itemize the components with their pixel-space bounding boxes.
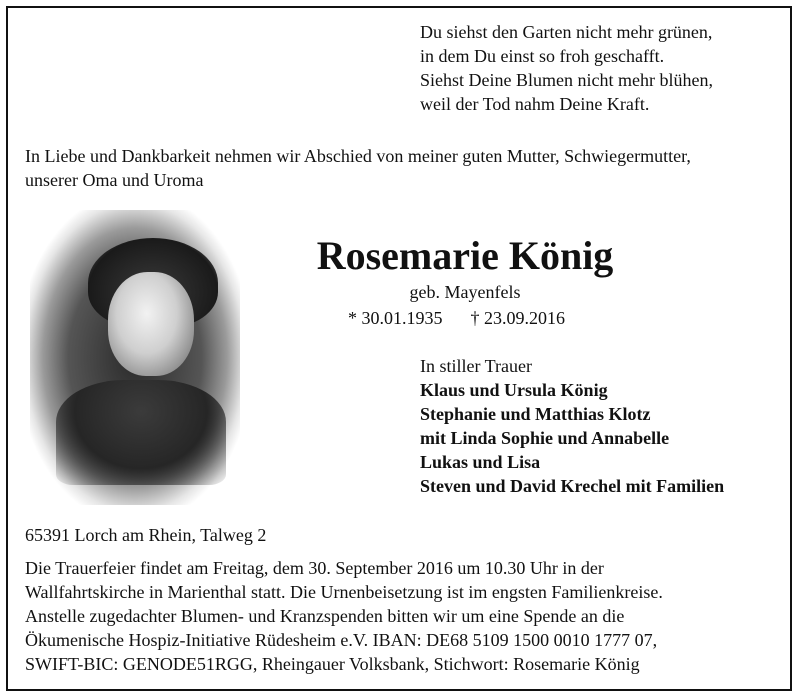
mourner-name: Klaus und Ursula König xyxy=(420,380,608,400)
address: 65391 Lorch am Rhein, Talweg 2 xyxy=(25,525,267,545)
death-date: † 23.09.2016 xyxy=(470,308,565,328)
mourners-heading: In stiller Trauer xyxy=(420,356,532,376)
details-line: Die Trauerfeier findet am Freitag, dem 30. September 2016 um 10.30 Uhr in der xyxy=(25,558,604,578)
funeral-details xyxy=(25,556,785,676)
details-line: Anstelle zugedachter Blumen- und Kranzspenden bitten wir um eine Spende an die xyxy=(25,606,625,626)
portrait-face xyxy=(108,272,194,376)
portrait-body xyxy=(56,380,226,485)
life-dates xyxy=(348,306,565,330)
poem-line: Du siehst den Garten nicht mehr grünen, xyxy=(420,22,713,42)
deceased-name: Rosemarie König xyxy=(316,233,614,278)
details-line: Wallfahrtskirche in Marienthal statt. Die Urnenbeisetzung ist im engsten Familienkreise. xyxy=(25,582,663,602)
intro-line: unserer Oma und Uroma xyxy=(25,170,204,190)
poem-line: in dem Du einst so froh geschafft. xyxy=(420,46,665,66)
maiden-name: geb. Mayenfels xyxy=(409,282,521,302)
portrait-photo xyxy=(30,210,240,505)
mourners-block xyxy=(420,354,724,498)
poem xyxy=(420,20,713,116)
mourner-name: mit Linda Sophie und Annabelle xyxy=(420,428,670,448)
poem-line: weil der Tod nahm Deine Kraft. xyxy=(420,94,650,114)
poem-line: Siehst Deine Blumen nicht mehr blühen, xyxy=(420,70,713,90)
intro-text xyxy=(25,144,785,192)
details-line: SWIFT-BIC: GENODE51RGG, Rheingauer Volksbank, Stichwort: Rosemarie König xyxy=(25,654,640,674)
intro-line: In Liebe und Dankbarkeit nehmen wir Abschied von meiner guten Mutter, Schwiegermutter, xyxy=(25,146,691,166)
birth-date: * 30.01.1935 xyxy=(348,308,443,328)
mourner-name: Stephanie und Matthias Klotz xyxy=(420,404,651,424)
mourner-name: Lukas und Lisa xyxy=(420,452,541,472)
mourner-name: Steven und David Krechel mit Familien xyxy=(420,476,725,496)
details-line: Ökumenische Hospiz-Initiative Rüdesheim e.V. IBAN: DE68 5109 1500 0010 1777 07, xyxy=(25,630,658,650)
